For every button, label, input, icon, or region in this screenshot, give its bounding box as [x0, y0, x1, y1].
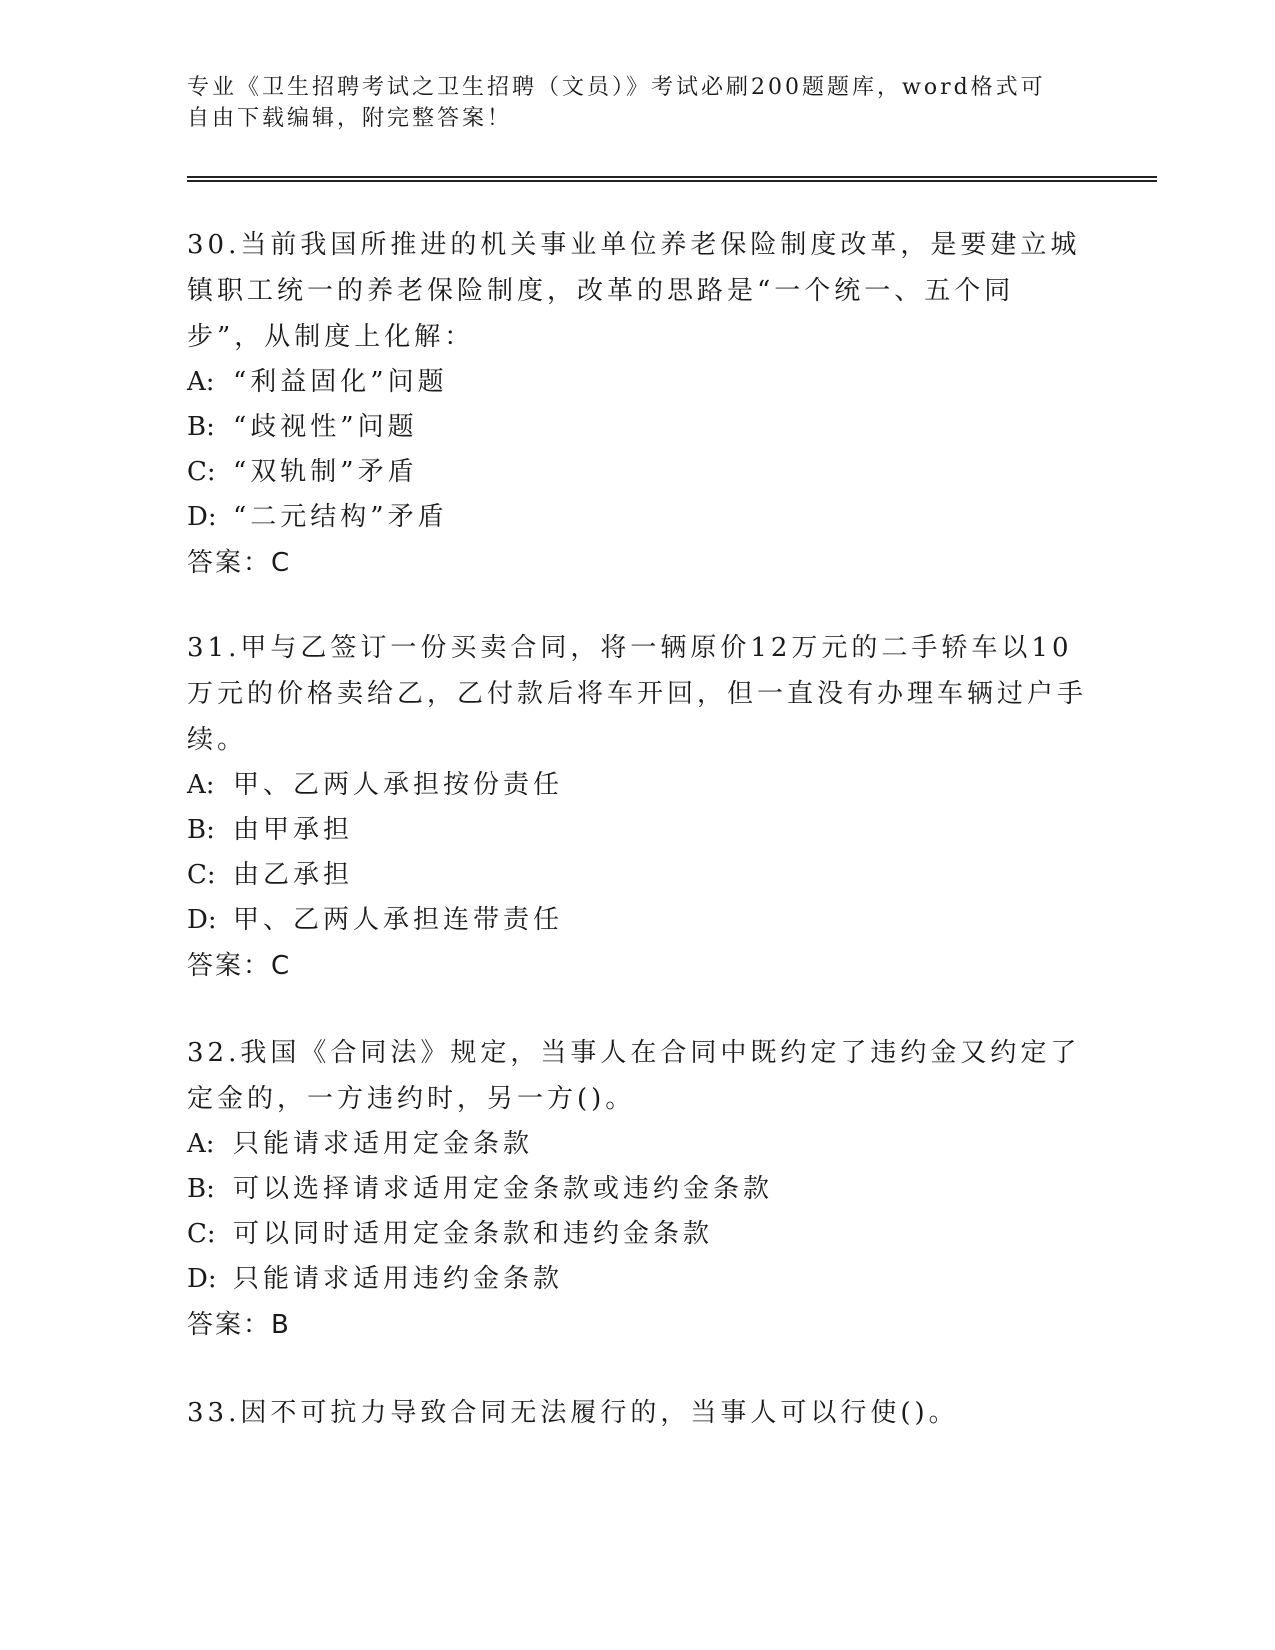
option-text: 可以选择请求适用定金条款或违约金条款	[233, 1174, 774, 1204]
option-d	[187, 1257, 1087, 1302]
question-32	[187, 1030, 1087, 1348]
option-a	[187, 763, 1087, 808]
option-text: 甲、乙两人承担连带责任	[233, 905, 564, 935]
option-text: 由乙承担	[233, 860, 354, 890]
question-31	[187, 625, 1087, 989]
option-letter: A:	[187, 367, 215, 397]
option-letter: B:	[187, 412, 215, 442]
option-letter: D:	[187, 1264, 217, 1294]
answer-line: 答案：B	[187, 1310, 291, 1340]
option-letter: A:	[187, 770, 215, 800]
option-a	[187, 360, 1087, 405]
document-header: 专业《卫生招聘考试之卫生招聘（文员）》考试必刷200题题库，word格式可自由下载编辑，附完整答案！	[187, 75, 1046, 131]
option-text: “二元结构”矛盾	[233, 502, 448, 532]
option-letter: B:	[187, 1174, 215, 1204]
option-letter: D:	[187, 502, 217, 532]
option-letter: A:	[187, 1129, 215, 1159]
question-stem: 32.我国《合同法》规定，当事人在合同中既约定了违约金又约定了定金的，一方违约时，另一方()。	[187, 1038, 1081, 1114]
option-text: 只能请求适用定金条款	[233, 1129, 534, 1159]
option-letter: C:	[187, 457, 216, 487]
option-letter: C:	[187, 1219, 216, 1249]
option-c	[187, 853, 1087, 898]
answer-line: 答案：C	[187, 951, 292, 981]
option-text: “利益固化”问题	[233, 367, 448, 397]
option-text: 可以同时适用定金条款和违约金条款	[233, 1219, 714, 1249]
option-c	[187, 1212, 1087, 1257]
option-letter: B:	[187, 815, 215, 845]
option-letter: D:	[187, 905, 217, 935]
question-stem: 30.当前我国所推进的机关事业单位养老保险制度改革，是要建立城镇职工统一的养老保险制度，改革的思路是“一个统一、五个同步”，从制度上化解：	[187, 230, 1081, 352]
option-b	[187, 1167, 1087, 1212]
question-stem: 33.因不可抗力导致合同无法履行的，当事人可以行使()。	[187, 1398, 959, 1428]
option-a	[187, 1122, 1087, 1167]
question-33	[187, 1390, 1087, 1436]
option-c	[187, 450, 1087, 495]
option-text: 由甲承担	[233, 815, 354, 845]
option-letter: C:	[187, 860, 216, 890]
question-stem: 31.甲与乙签订一份买卖合同，将一辆原价12万元的二手轿车以10万元的价格卖给乙，乙付款后将车开回，但一直没有办理车辆过户手续。	[187, 633, 1088, 755]
option-d	[187, 495, 1087, 540]
question-30	[187, 222, 1087, 586]
option-text: 只能请求适用违约金条款	[233, 1264, 564, 1294]
option-text: “双轨制”矛盾	[233, 457, 418, 487]
answer-line: 答案：C	[187, 548, 292, 578]
option-text: 甲、乙两人承担按份责任	[233, 770, 564, 800]
option-b	[187, 808, 1087, 853]
option-text: “歧视性”问题	[233, 412, 418, 442]
option-d	[187, 898, 1087, 943]
option-b	[187, 405, 1087, 450]
header-double-rule	[187, 176, 1157, 182]
